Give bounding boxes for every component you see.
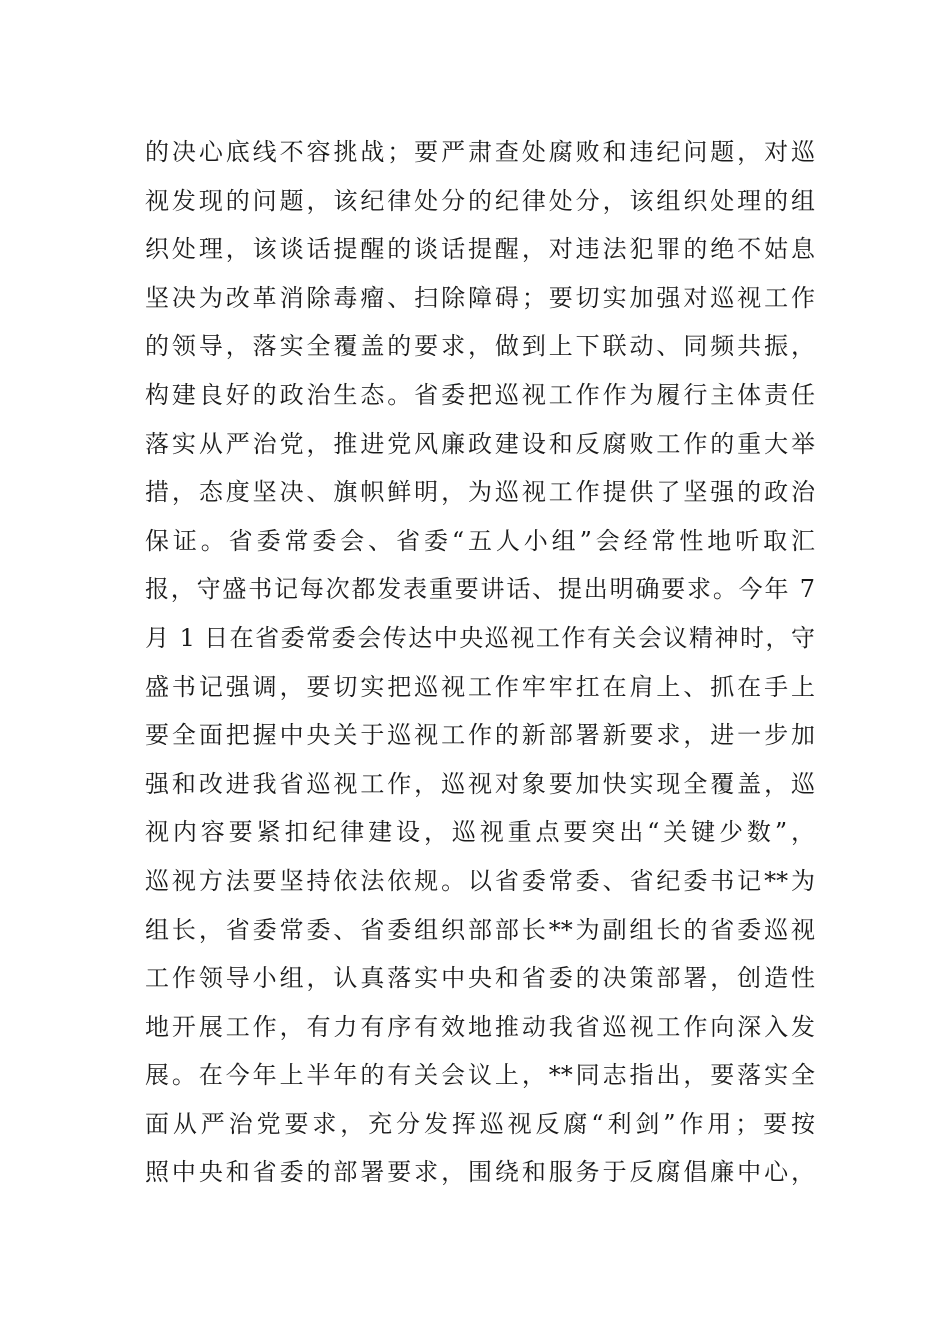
text-line: 盛书记强调，要切实把巡视工作牢牢扛在肩上、抓在手上 [145, 672, 815, 701]
text-line: 视内容要紧扣纪律建设，巡视重点要突出“关键少数”， [145, 818, 815, 847]
text-line: 落实从严治党，推进党风廉政建设和反腐败工作的重大举 [145, 429, 815, 458]
text-line: 月 1 日在省委常委会传达中央巡视工作有关会议精神时，守 [145, 623, 815, 652]
text-line: 的领导，落实全覆盖的要求，做到上下联动、同频共振， [145, 332, 815, 361]
text-line: 报，守盛书记每次都发表重要讲话、提出明确要求。今年 7 [145, 575, 815, 604]
text-line: 构建良好的政治生态。省委把巡视工作作为履行主体责任 [145, 380, 815, 409]
text-line: 组长，省委常委、省委组织部部长**为副组长的省委巡视 [145, 915, 815, 944]
text-line: 织处理，该谈话提醒的谈话提醒，对违法犯罪的绝不姑息 [145, 235, 815, 264]
body-text [145, 128, 815, 1197]
text-line: 巡视方法要坚持依法依规。以省委常委、省纪委书记**为 [145, 866, 815, 895]
text-line: 保证。省委常委会、省委“五人小组”会经常性地听取汇 [145, 526, 815, 555]
text-line: 视发现的问题，该纪律处分的纪律处分，该组织处理的组 [145, 186, 815, 215]
text-line: 强和改进我省巡视工作，巡视对象要加快实现全覆盖，巡 [145, 769, 815, 798]
text-line: 的决心底线不容挑战；要严肃查处腐败和违纪问题，对巡 [145, 138, 815, 166]
text-line: 措，态度坚决、旗帜鲜明，为巡视工作提供了坚强的政治 [145, 478, 815, 507]
text-line: 照中央和省委的部署要求，围绕和服务于反腐倡廉中心， [145, 1158, 815, 1187]
text-line: 展。在今年上半年的有关会议上，**同志指出，要落实全 [145, 1061, 815, 1090]
text-line: 地开展工作，有力有序有效地推动我省巡视工作向深入发 [145, 1012, 815, 1041]
text-line: 要全面把握中央关于巡视工作的新部署新要求，进一步加 [145, 721, 815, 750]
text-line: 面从严治党要求，充分发挥巡视反腐“利剑”作用；要按 [145, 1109, 815, 1138]
text-line: 工作领导小组，认真落实中央和省委的决策部署，创造性 [145, 964, 815, 993]
text-line: 坚决为改革消除毒瘤、扫除障碍；要切实加强对巡视工作 [145, 283, 815, 312]
